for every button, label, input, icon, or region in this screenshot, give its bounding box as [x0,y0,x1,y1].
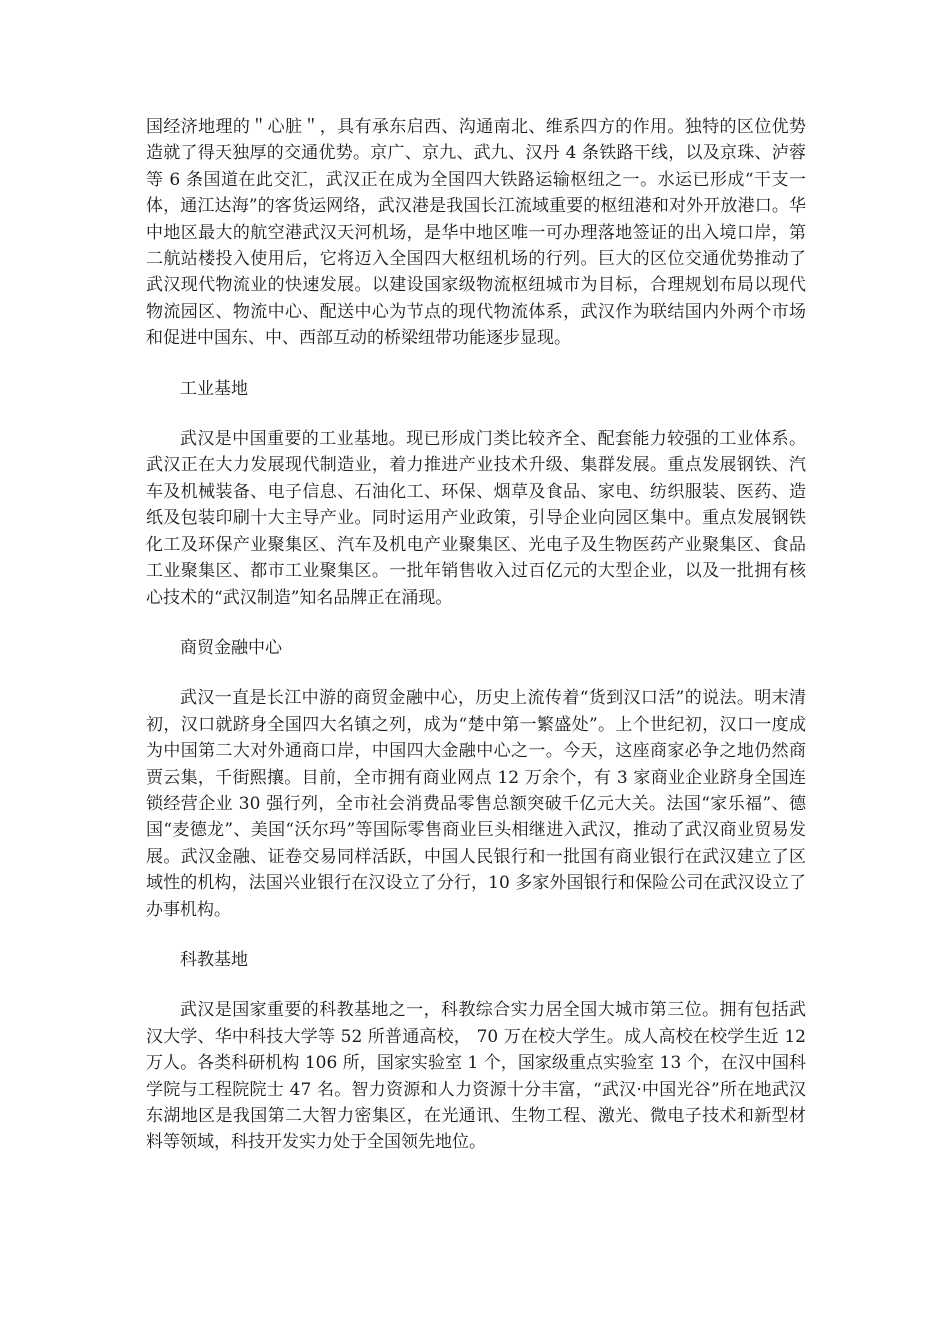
section-heading-science-education: 科教基地 [180,949,248,970]
spacer [146,611,806,635]
section-body-science-education: 武汉是国家重要的科教基地之一，科教综合实力居全国大城市第三位。拥有包括武汉大学、华中科技大学等 52 所普通高校， 70 万在校大学生。成人高校在校学生近 12 万人。各类科研机构 106 所，国家实验室 1 个，国家级重点实验室 13 个，在汉中国科学院与工程院院士 47 名。智力资源和人力资源十分丰富，“武汉·中国光谷”所在地武汉东湖地区是我国第二大智力密集区，在光通讯、生物工程、激光、微电子技术和新型材料等领域，科技开发实力处于全国领先地位。 [146,1000,806,1153]
section-body-industry: 武汉是中国重要的工业基地。现已形成门类比较齐全、配套能力较强的工业体系。武汉正在大力发展现代制造业，着力推进产业技术升级、集群发展。重点发展钢铁、汽车及机械装备、电子信息、石油化工、环保、烟草及食品、家电、纺织服装、医药、造纸及包装印刷十大主导产业。同时运用产业政策，引导企业向园区集中。重点发展钢铁化工及环保产业聚集区、汽车及机电产业聚集区、光电子及生物医药产业聚集区、食品工业聚集区、都市工业聚集区。一批年销售收入过百亿元的大型企业，以及一批拥有核心技术的“武汉制造”知名品牌正在涌现。 [146,429,806,608]
section-heading-industry: 工业基地 [180,378,248,399]
document-page [146,114,806,1156]
spacer [146,661,806,685]
spacer [146,973,806,997]
intro-paragraph: 国经济地理的＂心脏＂，具有承东启西、沟通南北、维系四方的作用。独特的区位优势造就了得天独厚的交通优势。京广、京九、武九、汉丹 4 条铁路干线，以及京珠、泸蓉等 6 条国道在此交汇，武汉正在成为全国四大铁路运输枢纽之一。水运已形成“干支一体，通江达海”的客货运网络，武汉港是我国长江流域重要的枢纽港和对外开放港口。华中地区最大的航空港武汉天河机场，是华中地区唯一可办理落地签证的出入境口岸，第二航站楼投入使用后，它将迈入全国四大枢纽机场的行列。巨大的区位交通优势推动了武汉现代物流业的快速发展。以建设国家级物流枢纽城市为目标，合理规划布局以现代物流园区、物流中心、配送中心为节点的现代物流体系，武汉作为联结国内外两个市场和促进中国东、中、西部互动的桥梁纽带功能逐步显现。 [146,117,806,349]
spacer [146,352,806,376]
spacer [146,402,806,426]
section-heading-commerce-finance: 商贸金融中心 [180,637,282,658]
section-body-commerce-finance: 武汉一直是长江中游的商贸金融中心，历史上流传着“货到汉口活”的说法。明末清初，汉口就跻身全国四大名镇之列，成为“楚中第一繁盛处”。上个世纪初，汉口一度成为中国第二大对外通商口岸，中国四大金融中心之一。今天，这座商家必争之地仍然商贾云集，千街熙攘。目前，全市拥有商业网点 12 万余个，有 3 家商业企业跻身全国连锁经营企业 30 强行列，全市社会消费品零售总额突破千亿元大关。法国“家乐福”、德国“麦德龙”、美国“沃尔玛”等国际零售商业巨头相继进入武汉，推动了武汉商业贸易发展。武汉金融、证卷交易同样活跃，中国人民银行和一批国有商业银行在武汉建立了区域性的机构，法国兴业银行在汉设立了分行，10 多家外国银行和保险公司在武汉设立了办事机构。 [146,688,806,920]
spacer [146,923,806,947]
